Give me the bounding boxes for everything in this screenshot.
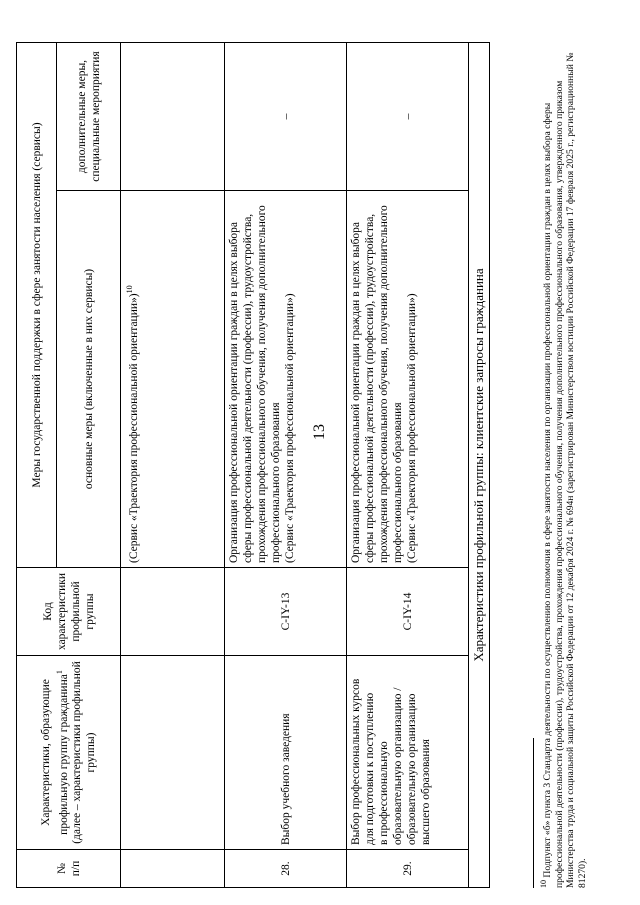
section-title: Характеристики профильной группы: клиентские запросы гражданина [469, 43, 490, 888]
row-num: 28. [225, 850, 347, 888]
header-characteristics-title: Характеристики, образующие профильную группу гражданина [39, 674, 70, 835]
row-main-measures: Организация профессиональной ориентации граждан в целях выбора сферы профессиональной деятельности (профессии), трудоустройства, прохождения профессионального обучения, получения дополнительного профессионального образования (Сервис «Траектория профессиональной ориентации») [225, 191, 347, 568]
table-row [225, 43, 347, 888]
header-num: № п/п [17, 850, 121, 888]
row-additional-measures: – [347, 43, 469, 191]
table-header-row [17, 43, 57, 888]
header-characteristics [17, 656, 121, 850]
header-additional-measures: дополнительные меры, специальные мероприятия [57, 43, 121, 191]
footnote-text: Подпункт «б» пункта 3 Стандарта деятельности по осуществлению полномочия в сфере занятости населения по организации профессиональной ориентации граждан в целях выбора сферы профессиональной деятельности (профессии), трудоустройства, прохождения профессионального обучения, получения дополнительного профессионального образования, утвержденного приказом Министерства труда и социальной защиты Российской Федерации от 12 декабря 2024 г. № 694н (зарегистрирован Министерством юстиции Российской Федерации 17 февраля 2025 г., регистрационный № 81270). [542, 52, 588, 888]
continuation-main-text: (Сервис «Траектория профессиональной ориентации») [127, 293, 140, 563]
footnote-ref-1: 1 [54, 670, 64, 675]
header-code: Код характеристики профильной группы [17, 568, 121, 656]
footnote-marker: 10 [539, 880, 548, 888]
header-main-measures: основные меры (включенные в них сервисы) [57, 191, 121, 568]
document-sheet [16, 13, 596, 888]
row-main-measures: Организация профессиональной ориентации граждан в целях выбора сферы профессиональной деятельности (профессии), трудоустройства, прохождения профессионального обучения, получения дополнительного профессионального образования (Сервис «Траектория профессиональной ориентации») [347, 191, 469, 568]
header-measures-group: Меры государственной поддержки в сфере занятости населения (сервисы) [17, 43, 57, 568]
footnote [533, 43, 588, 888]
page-number: 13 [311, 424, 328, 440]
row-num: 29. [347, 850, 469, 888]
header-characteristics-note: (далее – характеристики профильной группы) [71, 661, 98, 844]
table-row-continuation [121, 43, 225, 888]
row-characteristic: Выбор учебного заведения [225, 656, 347, 850]
row-characteristic: Выбор профессиональных курсов для подготовки к поступлению в профессиональную образовательную организацию / образовательную организацию высшего образования [347, 656, 469, 850]
row-additional-measures: – [225, 43, 347, 191]
footnote-ref-10: 10 [125, 285, 134, 294]
table-row [347, 43, 469, 888]
continuation-main-cell [121, 191, 225, 568]
footnote-divider [533, 738, 534, 888]
measures-table [16, 42, 490, 888]
row-code: С-IY-13 [225, 568, 347, 656]
row-code: С-IY-14 [347, 568, 469, 656]
section-row [469, 43, 490, 888]
